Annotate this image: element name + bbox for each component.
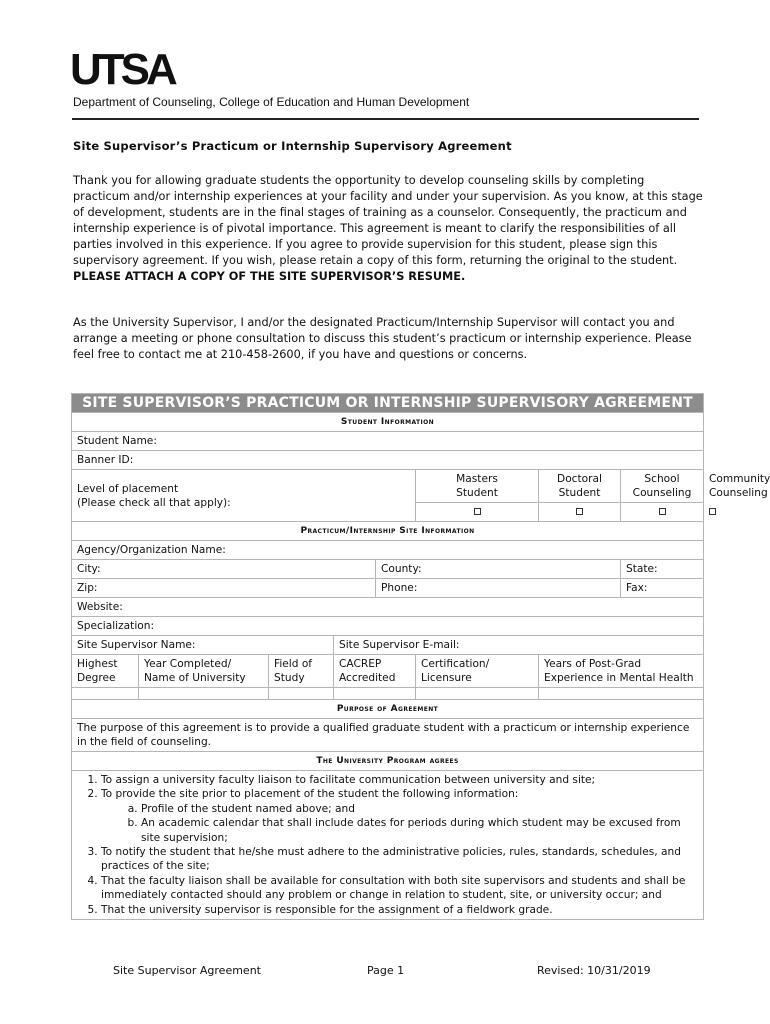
year-completed-input[interactable] bbox=[139, 688, 269, 700]
specialization-field[interactable]: Specialization: bbox=[72, 617, 704, 636]
years-experience-header: Years of Post-Grad Experience in Mental Health bbox=[539, 655, 704, 688]
certification-input[interactable] bbox=[416, 688, 539, 700]
intro-paragraph-2: As the University Supervisor, I and/or the designated Practicum/Internship Supervisor will contact you and arrange a meeting or phone consultation to discuss this student’s practicum or internship experience. Please feel free to contact me at 210-458-2600, if you have and questions or concerns. bbox=[73, 316, 692, 361]
phone-field[interactable]: Phone: bbox=[376, 579, 621, 598]
cacrep-header: CACREP Accredited bbox=[334, 655, 416, 688]
purpose-text: The purpose of this agreement is to provide a qualified graduate student with a practicum or internship experience in the field of counseling. bbox=[72, 719, 704, 752]
header-rule bbox=[72, 118, 699, 120]
student-name-field[interactable]: Student Name: bbox=[72, 432, 704, 451]
year-completed-header: Year Completed/ Name of University bbox=[139, 655, 269, 688]
community-checkbox[interactable] bbox=[709, 508, 716, 515]
list-item: 1. To assign a university faculty liaison to facilitate communication between university and site; bbox=[101, 773, 698, 787]
sub-list-item: a. Profile of the student named above; and bbox=[141, 802, 698, 816]
doctoral-checkbox[interactable] bbox=[576, 508, 583, 515]
list-item: 3. To notify the student that he/she must adhere to the administrative policies, rules, standards, schedules, and practices of the site; bbox=[101, 845, 698, 874]
website-field[interactable]: Website: bbox=[72, 598, 704, 617]
years-experience-input[interactable] bbox=[539, 688, 704, 700]
department-name: Department of Counseling, College of Education and Human Development bbox=[73, 95, 470, 109]
placement-label-line2: (Please check all that apply): bbox=[77, 496, 231, 509]
cacrep-input[interactable] bbox=[334, 688, 416, 700]
university-list bbox=[77, 773, 698, 917]
university-list-cell bbox=[72, 771, 704, 920]
highest-degree-input[interactable] bbox=[72, 688, 139, 700]
list-item: 4. That the faculty liaison shall be available for consultation with both site supervisors and students and shall be immediately contacted should any problem or change in relation to student, site, or university occur; and bbox=[101, 874, 698, 903]
agreement-form: SITE SUPERVISOR’S PRACTICUM OR INTERNSHIP SUPERVISORY AGREEMENT Student Information Student Name: Banner ID: Level of placement (Please check all that apply): Masters Student Doctoral Student School Counseling Community Counseling Practicum/Internship Site Information Agency/Organization Name: City: County: State: Zip: Phone: Fax: Website: Specialization: Site Supervisor Name: Site Supervisor E-mail: Highest Degree Year Completed/ Name of University Field of Study CACREP Accredited Certification/ Licensure Years of Post-Grad Experience in Mental Health Purpose of Agreement The purpose of this agreement is to provide a qualified graduate student with a practicum or internship experience in the field of counseling. The University Program agrees 1. To assign a university faculty liaison to facilitate communication between university and site; 2. To provide the site prior to placement of the student the following information: a. Profile of the student named above; and b. An academic calendar that shall include dates for periods during which student may be excused from site supervision; 3. To notify the student that he/she must adhere to the administrative policies, rules, standards, schedules, and practices of the site; 4. That the faculty liaison shall be available for consultation with both site supervisors and students and shall be immediately contacted should any problem or change in relation to student, site, or university occur; and 5. That the university supervisor is responsible for the assignment of a fieldwork grade. bbox=[71, 393, 704, 920]
sub-list bbox=[101, 802, 698, 845]
option-masters: Masters Student bbox=[416, 470, 539, 503]
footer-revised: Revised: 10/31/2019 bbox=[537, 964, 651, 977]
sub-list-item: b. An academic calendar that shall include dates for periods during which student may be excused from site supervision; bbox=[141, 816, 698, 845]
highest-degree-header: Highest Degree bbox=[72, 655, 139, 688]
footer-left: Site Supervisor Agreement bbox=[113, 964, 261, 977]
supervisor-name-field[interactable]: Site Supervisor Name: bbox=[72, 636, 334, 655]
university-heading: The University Program agrees bbox=[72, 752, 704, 771]
student-info-heading: Student Information bbox=[72, 413, 704, 432]
zip-field[interactable]: Zip: bbox=[72, 579, 376, 598]
supervisor-email-field[interactable]: Site Supervisor E-mail: bbox=[334, 636, 704, 655]
intro-paragraph-1-text: Thank you for allowing graduate students the opportunity to develop counseling skills by completing practicum and/or internship experiences at your facility and under your supervision. As you know, at this stage of development, students are in the final stages of training as a counselor. Consequently, the practicum and internship experience is of pivotal importance. This agreement is meant to clarify the responsibilities of all parties involved in this experience. If you agree to provide supervision for this student, please sign this supervisory agreement. If you wish, please retain a copy of this form, returning the original to the student. bbox=[73, 174, 703, 267]
document-title: Site Supervisor’s Practicum or Internship Supervisory Agreement bbox=[73, 139, 512, 153]
agency-field[interactable]: Agency/Organization Name: bbox=[72, 541, 704, 560]
certification-header: Certification/ Licensure bbox=[416, 655, 539, 688]
intro-paragraph-1 bbox=[73, 173, 703, 285]
banner-id-field[interactable]: Banner ID: bbox=[72, 451, 704, 470]
list-item: 5. That the university supervisor is responsible for the assignment of a fieldwork grade. bbox=[101, 903, 698, 917]
placement-label bbox=[72, 470, 416, 522]
placement-label-line1: Level of placement bbox=[77, 482, 179, 495]
fax-field[interactable]: Fax: bbox=[621, 579, 704, 598]
field-of-study-header: Field of Study bbox=[269, 655, 334, 688]
site-info-heading: Practicum/Internship Site Information bbox=[72, 522, 704, 541]
option-doctoral: Doctoral Student bbox=[539, 470, 621, 503]
city-field[interactable]: City: bbox=[72, 560, 376, 579]
field-of-study-input[interactable] bbox=[269, 688, 334, 700]
masters-checkbox[interactable] bbox=[474, 508, 481, 515]
list-item: 2. To provide the site prior to placement of the student the following information: a. Profile of the student named above; and b. An academic calendar that shall include dates for periods during which student may be excused from site supervision; bbox=[101, 787, 698, 845]
utsa-logo: UTSA bbox=[70, 45, 174, 94]
form-banner: SITE SUPERVISOR’S PRACTICUM OR INTERNSHIP SUPERVISORY AGREEMENT bbox=[72, 394, 704, 413]
county-field[interactable]: County: bbox=[376, 560, 621, 579]
school-checkbox[interactable] bbox=[659, 508, 666, 515]
option-school: School Counseling bbox=[621, 470, 704, 503]
purpose-heading: Purpose of Agreement bbox=[72, 700, 704, 719]
state-field[interactable]: State: bbox=[621, 560, 704, 579]
resume-instruction: PLEASE ATTACH A COPY OF THE SITE SUPERVISOR’S RESUME. bbox=[73, 270, 466, 283]
footer-page: Page 1 bbox=[367, 964, 405, 977]
